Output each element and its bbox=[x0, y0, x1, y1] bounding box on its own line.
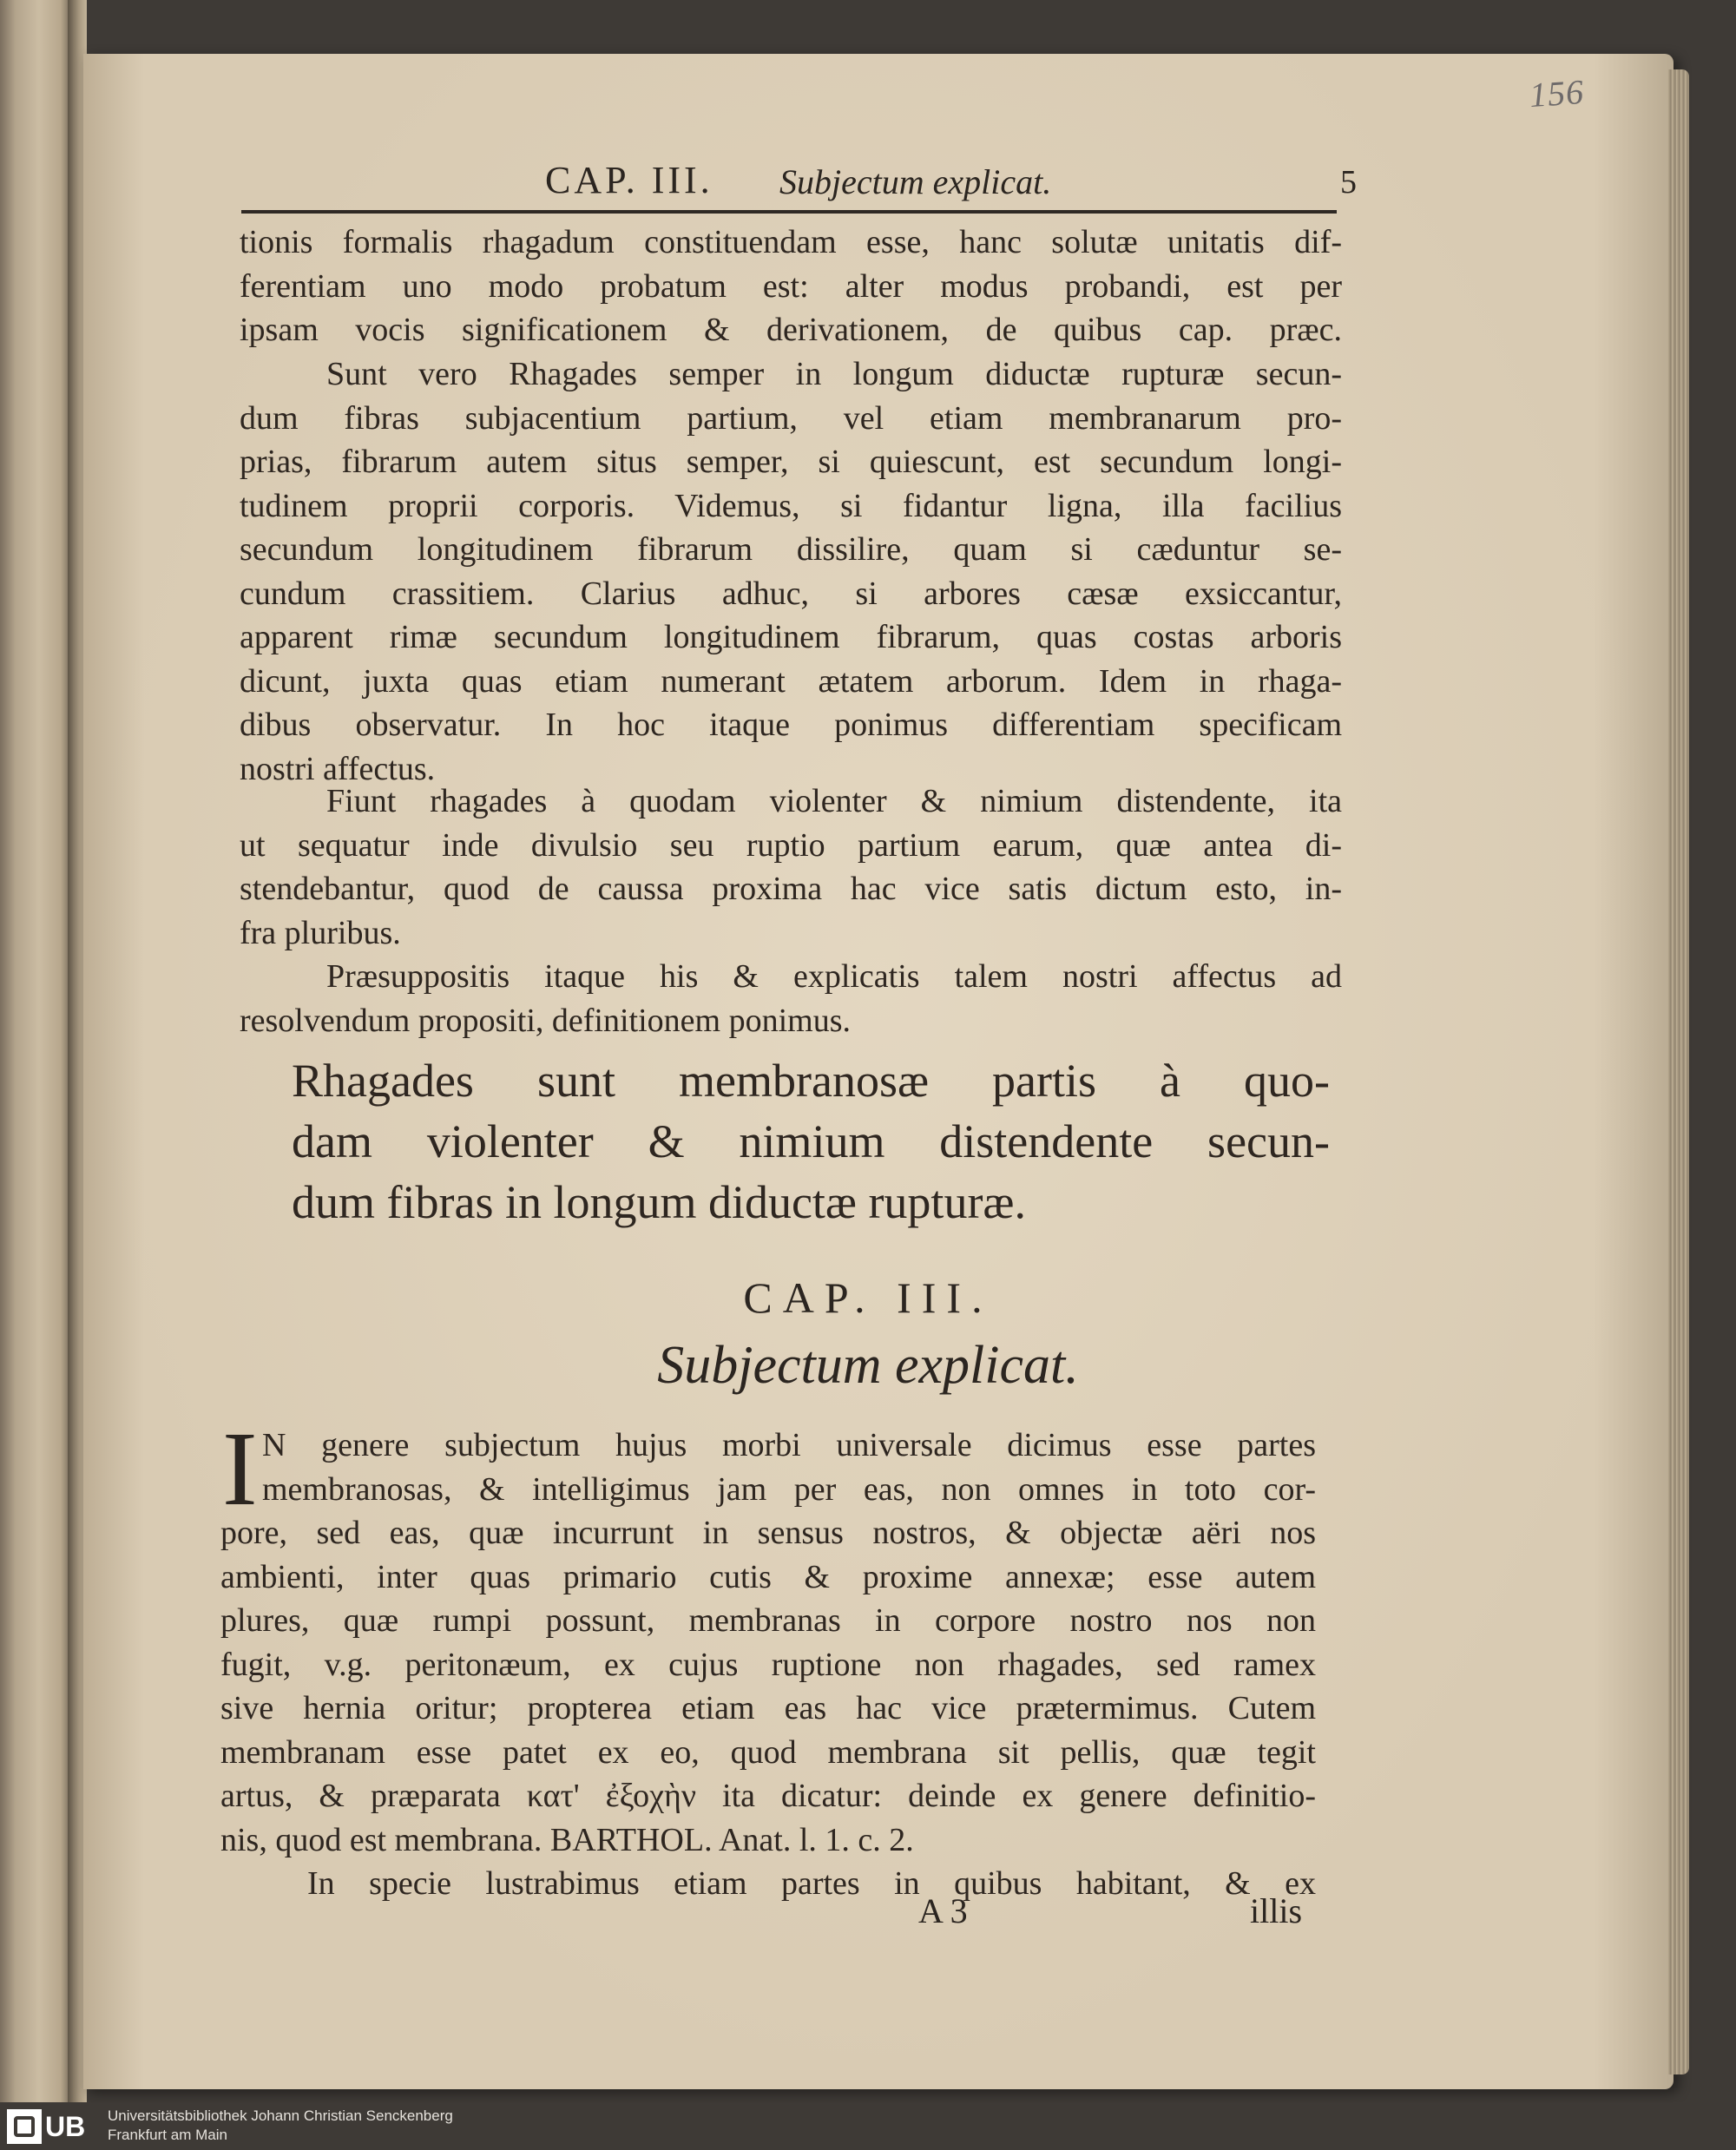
text-line: tudinem proprii corporis. Videmus, si fidantur ligna, illa facilius bbox=[240, 487, 1342, 524]
text-line: membranam esse patet ex eo, quod membrana sit pellis, quæ tegit bbox=[220, 1733, 1316, 1771]
page-block-edge bbox=[1668, 69, 1689, 2074]
text-line: In specie lustrabimus etiam partes in quibus habitant, & ex bbox=[307, 1865, 1316, 1902]
footer-city: Frankfurt am Main bbox=[108, 2127, 227, 2143]
chapter-opening-lines bbox=[262, 1423, 1316, 1511]
text-line: pore, sed eas, quæ incurrunt in sensus nostros, & objectæ aëri nos bbox=[220, 1515, 1316, 1551]
text-line: nostri affectus. bbox=[240, 750, 436, 787]
text-line: cundum crassitiem. Clarius adhuc, si arbores cæsæ exsiccantur, bbox=[240, 575, 1342, 612]
folio-number: 5 bbox=[1340, 164, 1357, 201]
signature-mark: A 3 bbox=[918, 1891, 968, 1930]
text-line: dicunt, juxta quas etiam numerant ætatem arborum. Idem in rhaga- bbox=[240, 662, 1342, 700]
paragraph-3 bbox=[240, 779, 1342, 955]
running-head-title: Subjectum explicat. bbox=[779, 162, 1052, 201]
text-line: dum fibras subjacentium partium, vel etiam membranarum pro- bbox=[240, 399, 1342, 437]
chapter-label: CAP. III. bbox=[743, 1273, 993, 1322]
paragraph-1 bbox=[240, 220, 1342, 352]
definition-statement bbox=[292, 1050, 1330, 1233]
header-rule bbox=[241, 210, 1337, 214]
running-head bbox=[240, 158, 1357, 208]
chapter-title: Subjectum explicat. bbox=[657, 1336, 1079, 1395]
footer-credit bbox=[108, 2107, 453, 2145]
text-line: nis, quod est membrana. BARTHOL. Anat. l. 1. c. 2. bbox=[220, 1821, 914, 1858]
text-line: ferentiam uno modo probatum est: alter modus probandi, est per bbox=[240, 267, 1342, 305]
text-line: apparent rimæ secundum longitudinem fibrarum, quas costas arboris bbox=[240, 619, 1342, 655]
definition-line: dum fibras in longum diductæ rupturæ. bbox=[292, 1176, 1026, 1228]
paragraph-2 bbox=[240, 352, 1342, 791]
text-line: fra pluribus. bbox=[240, 914, 401, 951]
text-line: fugit, v.g. peritonæum, ex cujus ruptione non rhagades, sed ramex bbox=[220, 1646, 1316, 1683]
footer-bar bbox=[0, 2102, 1736, 2150]
text-line: secundum longitudinem fibrarum dissilire, quam si cæduntur se- bbox=[240, 531, 1342, 568]
text-line: dibus observatur. In hoc itaque ponimus differentiam specificam bbox=[240, 707, 1342, 743]
archive-pencil-mark: 156 bbox=[1528, 71, 1586, 115]
text-line: N genere subjectum hujus morbi universale dicimus esse partes bbox=[262, 1427, 1316, 1463]
library-logo-text: UB bbox=[45, 2110, 86, 2142]
library-logo-icon bbox=[7, 2109, 42, 2144]
text-line: Præsuppositis itaque his & explicatis talem nostri affectus ad bbox=[326, 958, 1342, 995]
text-line: artus, & præparata κατ' ἐξοχὴν ita dicatur: deinde ex genere definitio- bbox=[220, 1778, 1316, 1814]
running-head-chapter: CAP. III. bbox=[545, 159, 713, 201]
library-logo[interactable] bbox=[7, 2109, 94, 2144]
text-line: tionis formalis rhagadum constituendam esse, hanc solutæ unitatis dif- bbox=[240, 224, 1342, 260]
footer-institution: Universitätsbibliothek Johann Christian Senckenberg bbox=[108, 2107, 453, 2124]
text-line: ut sequatur inde divulsio seu ruptio partium earum, quæ antea di- bbox=[240, 826, 1342, 864]
text-line: stendebantur, quod de caussa proxima hac vice satis dictum esto, in- bbox=[240, 871, 1342, 907]
text-line: Sunt vero Rhagades semper in longum diductæ rupturæ secun- bbox=[326, 356, 1342, 392]
text-line: resolvendum propositi, definitionem ponimus. bbox=[240, 1002, 851, 1039]
text-line: prias, fibrarum autem situs semper, si quiescunt, est secundum longi- bbox=[240, 444, 1342, 480]
drop-cap: I bbox=[222, 1410, 258, 1528]
left-page-edge bbox=[0, 0, 68, 2102]
text-line: ambienti, inter quas primario cutis & proxime annexæ; esse autem bbox=[220, 1558, 1316, 1595]
catchword: illis bbox=[1250, 1891, 1303, 1930]
text-line: plures, quæ rumpi possunt, membranas in corpore nostro nos non bbox=[220, 1602, 1316, 1639]
text-line: membranosas, & intelligimus jam per eas, non omnes in toto cor- bbox=[262, 1470, 1316, 1508]
paragraph-4 bbox=[240, 955, 1342, 1042]
definition-line: Rhagades sunt membranosæ partis à quo- bbox=[292, 1055, 1330, 1107]
text-line: Fiunt rhagades à quodam violenter & nimium distendente, ita bbox=[326, 783, 1342, 819]
text-line: ipsam vocis significationem & derivationem, de quibus cap. præc. bbox=[240, 312, 1342, 348]
text-line: sive hernia oritur; propterea etiam eas hac vice prætermimus. Cutem bbox=[220, 1690, 1316, 1726]
chapter-paragraph bbox=[220, 1511, 1316, 1906]
definition-line: dam violenter & nimium distendente secun- bbox=[292, 1115, 1330, 1167]
